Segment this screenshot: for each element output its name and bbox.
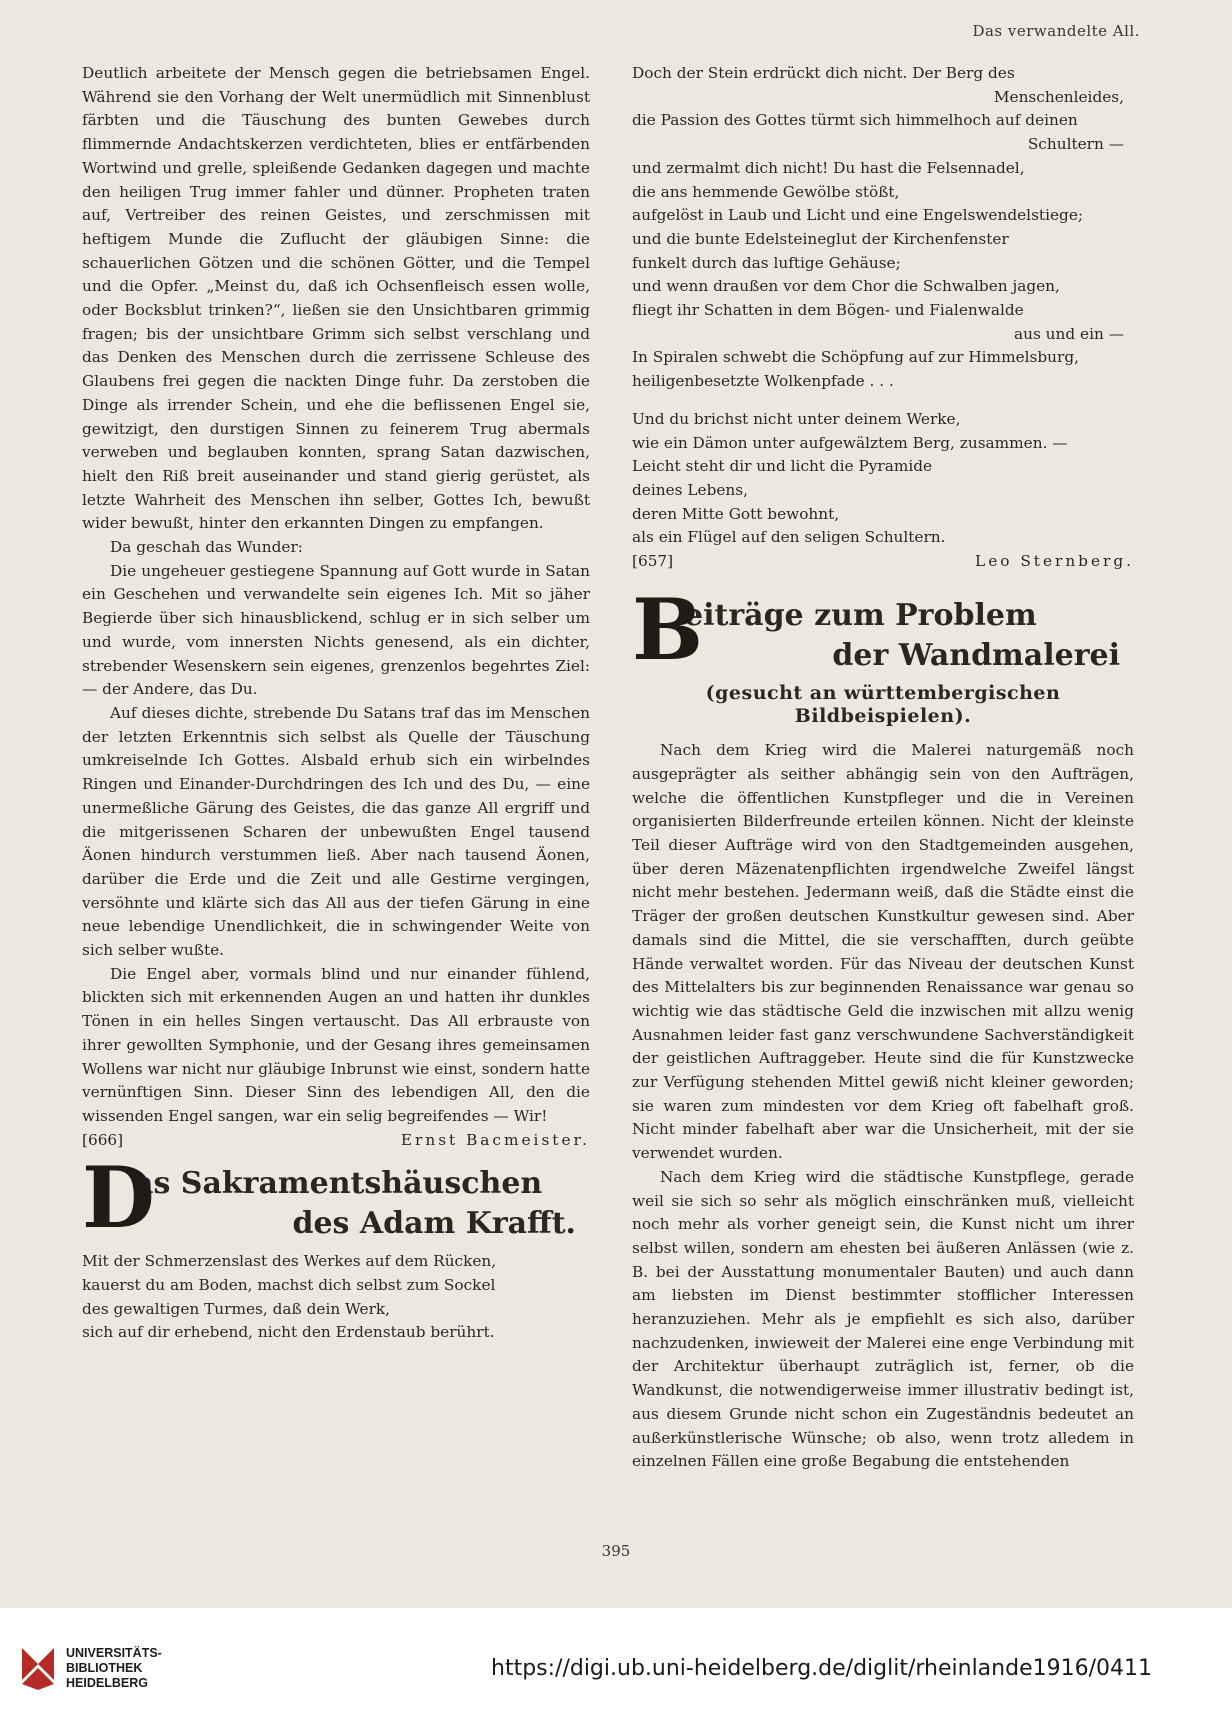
poem-title-line2: des Adam Krafft. bbox=[292, 1206, 576, 1242]
poem-line: Schultern — bbox=[1027, 135, 1124, 154]
essay-paragraph: Auf dieses dichte, strebende Du Satans traf das im Menschen der letzten Erkenntnis sich selbst als Quelle der Täuschung umkreiselnde Ich Gottes. Alsbald erhub sich ein wirbelndes Ringen und Einander-Durchdringen des Ich und des Du, — eine unermeßliche Gärung des Geistes, die das ganze All ergriff und die mitgerissenen Scharen der unbewußten Engel tausend Äonen hindurch verstummen ließ. Aber nach tausend Äonen, darüber die Erde und die Zeit und alle Gestirne vergingen, versöhnte und klärte sich das All aus der tiefen Gärung in eine neue lebendige Unendlichkeit, die in schwingender Weite von sich selber wußte. bbox=[82, 703, 590, 960]
right-column bbox=[632, 62, 1134, 1474]
poem-line: In Spiralen schwebt die Schöpfung auf zur Himmelsburg, bbox=[632, 348, 1079, 367]
article-title-line2: der Wandmalerei bbox=[832, 637, 1120, 673]
article-title bbox=[632, 579, 1134, 679]
poem-stanza-2 bbox=[632, 408, 1134, 550]
article-dropcap: B bbox=[632, 579, 703, 679]
essay-paragraph: Da geschah das Wunder: bbox=[110, 538, 303, 557]
poem-line: Leicht steht dir und licht die Pyramide bbox=[632, 457, 933, 476]
poem-line: aufgelöst in Laub und Licht und eine Engelswendelstiege; bbox=[632, 206, 1084, 225]
poem-line: die ans hemmende Gewölbe stößt, bbox=[632, 182, 900, 201]
poem-line: Und du brichst nicht unter deinem Werke, bbox=[632, 409, 961, 428]
poem-line: des gewaltigen Turmes, daß dein Werk, bbox=[82, 1299, 391, 1318]
page-number: 395 bbox=[601, 1542, 631, 1560]
poem-line: und die bunte Edelsteineglut der Kirchenfenster bbox=[632, 229, 1009, 248]
library-crest-icon bbox=[18, 1644, 58, 1692]
poem-author: Leo Sternberg. bbox=[975, 552, 1134, 571]
essay-author: Ernst Bacmeister. bbox=[400, 1130, 590, 1149]
poem-number: [657] bbox=[632, 552, 674, 571]
poem-line: deines Lebens, bbox=[632, 480, 748, 499]
source-url-link[interactable]: https://digi.ub.uni-heidelberg.de/diglit/rheinlande1916/0411 bbox=[491, 1656, 1152, 1681]
article-paragraph: Nach dem Krieg wird die Malerei naturgemäß noch ausgeprägter als seither abhängig sein von den Aufträgen, welche die öffentlichen Kunstpfleger und die in Vereinen organisierten Bilderfreunde erteilen können. Nicht der kleinste Teil dieser Aufträge wird von den Stadtgemeinden ausgehen, über deren Mäzenatenpflichten irgendwelche Zweifel längst nicht mehr bestehen. Jedermann weiß, daß die Städte einst die Träger der großen deutschen Kunstkultur gewesen sind. Aber damals sind die Mittel, die sie verschafften, durch geübte Hände verwaltet worden. Für das Niveau der deutschen Kunst des Mittelalters bis zur beginnenden Renaissance war genau so wichtig wie das städtische Geld die inzwischen mit allzu wenig Ausnahmen leider fast ganz verschwundene Sachverständigkeit der geistlichen Auftraggeber. Heute sind die für Kunstzwecke zur Verfügung stehenden Mittel gewiß nicht kleiner geworden; sie waren zum mindesten vor dem Krieg oft fabelhaft groß. Nicht minder fabelhaft aber war die Unsicherheit, mit der sie verwendet wurden. bbox=[632, 741, 1134, 1163]
poem-continuation bbox=[632, 62, 1134, 394]
poem-line: und zermalmt dich nicht! Du hast die Felsennadel, bbox=[632, 158, 1025, 177]
poem-line: kauerst du am Boden, machst dich selbst zum Sockel bbox=[82, 1276, 496, 1295]
poem-line: Menschenleides, bbox=[993, 87, 1124, 106]
poem-line: als ein Flügel auf den seligen Schultern. bbox=[632, 528, 946, 547]
essay-paragraph: Die Engel aber, vormals blind und nur einander fühlend, blickten sich mit erkennenden Augen an und hatten ihr dunkles Tönen in ein helles Singen vertauscht. Das All erbrauste von ihrer gewollten Symphonie, und der Gesang ihres gemeinsamen Wollens war nicht nur gläubige Inbrunst wie einst, sondern hatte vernünftigen Sinn. Dieser Sinn des lebendigen All, den die wissenden Engel sangen, war ein selig begreifendes — Wir! bbox=[82, 964, 590, 1125]
poem-title-line1: as Sakramentshäuschen bbox=[134, 1166, 543, 1202]
poem-signature bbox=[632, 550, 1134, 574]
poem-body bbox=[82, 1250, 590, 1345]
poem-dropcap: D bbox=[82, 1148, 155, 1248]
poem-line: Doch der Stein erdrückt dich nicht. Der Berg des bbox=[632, 64, 1015, 82]
poem-line: die Passion des Gottes türmt sich himmelhoch auf deinen bbox=[632, 111, 1078, 130]
poem-line: Mit der Schmerzenslast des Werkes auf dem Rücken, bbox=[82, 1252, 497, 1271]
essay-paragraph: Deutlich arbeitete der Mensch gegen die betriebsamen Engel. Während sie den Vorhang der Welt unermüdlich mit Sinnenblust färbten und die Täuschung des bunten Gewebes durch flimmernde Andachtskerzen verdichteten, blies er entfärbenden Wortwind und grelle, spleißende Gedanken dagegen und machte den heiligen Trug immer fahler und dünner. Propheten traten auf, Vertreiber des reinen Geistes, und zerschmissen mit heftigem Munde die Zuflucht der gläubigen Sinne: die schauerlichen Götzen und die schönen Götter, und die Tempel und die Opfer. „Meinst du, daß ich Ochsenfleisch essen wolle, oder Bocksblut trinken?“, ließen sie den Unsichtbaren grimmig fragen; bis der unsichtbare Grimm sich selbst verschlang und das Denken des Menschen durch die zerrissene Schleuse des Glaubens frei gegen die nackten Dinge fuhr. Da zerstoben die Dinge als irrender Schein, und ehe die beflissenen Engel sie, gewitzigt, den durstigen Sinnen zu feinerem Trug abermals verweben und beglauben konnten, sprang Satan dazwischen, hielt den Riß breit auseinander und stand gierig gerüstet, als letzte Wahrheit des Menschen ihn selber, Gottes Ich, bewußt wider bewußt, hinter den erkannten Dingen zu empfangen. bbox=[82, 64, 590, 533]
article-paragraph: Nach dem Krieg wird die städtische Kunstpflege, gerade weil sie sich so sehr als möglich einschränken muß, vielleicht noch mehr als vorher geneigt sein, die Kunst nicht um ihrer selbst willen, sondern am ehesten bei äußeren Anlässen (wie z. B. bei der Ausstattung monumentaler Bauten) und auch dann am liebsten im Dienst bestimmter stofflicher Interessen heranzuziehen. Mehr als je empfiehlt es sich also, darüber nachzudenken, inwieweit der Malerei eine enge Verbindung mit der Architektur überhaupt zuträglich ist, ferner, ob die Wandkunst, die notwendigerweise immer illustrativ bedingt ist, aus diesem Grunde nicht schon ein Zugeständnis bedeutet an außerkünstlerische Wünsche; ob also, wenn trotz alledem in einzelnen Fällen eine große Begabung die entstehenden bbox=[632, 1167, 1134, 1471]
essay-signature bbox=[82, 1129, 590, 1153]
footer-bar bbox=[0, 1608, 1232, 1718]
essay-number: [666] bbox=[82, 1130, 124, 1149]
poem-line: aus und ein — bbox=[1014, 324, 1124, 343]
poem-title bbox=[82, 1148, 590, 1248]
running-title: Das verwandelte All. bbox=[972, 22, 1140, 40]
article-subtitle: (gesucht an württembergischen Bildbeispielen). bbox=[705, 681, 1061, 728]
article-title-line1: eiträge zum Problem bbox=[684, 597, 1037, 633]
poem-line: deren Mitte Gott bewohnt, bbox=[632, 504, 840, 523]
poem-line: funkelt durch das luftige Gehäuse; bbox=[632, 253, 901, 272]
poem-line: heiligenbesetzte Wolkenpfade . . . bbox=[632, 372, 894, 391]
poem-line: sich auf dir erhebend, nicht den Erdenstaub berührt. bbox=[82, 1323, 495, 1342]
poem-line: wie ein Dämon unter aufgewälztem Berg, zusammen. — bbox=[632, 433, 1068, 452]
library-name: UNIVERSITÄTS- BIBLIOTHEK HEIDELBERG bbox=[66, 1645, 162, 1690]
poem-line: und wenn draußen vor dem Chor die Schwalben jagen, bbox=[632, 277, 1060, 296]
library-logo[interactable] bbox=[18, 1644, 162, 1692]
poem-line: fliegt ihr Schatten in dem Bögen- und Fialenwalde bbox=[632, 301, 1024, 320]
essay-paragraph: Die ungeheuer gestiegene Spannung auf Gott wurde in Satan ein Geschehen und verwandelte sein eigenes Ich. Mit so jäher Begierde über sich hinausblickend, schlug er in sich selber um und wurde, vom innersten Nichts genesend, als ein dichter, strebender Wesenskern sein eigenes, grenzenlos begehrtes Ziel: — der Andere, das Du. bbox=[82, 561, 590, 699]
left-column bbox=[82, 62, 590, 1345]
